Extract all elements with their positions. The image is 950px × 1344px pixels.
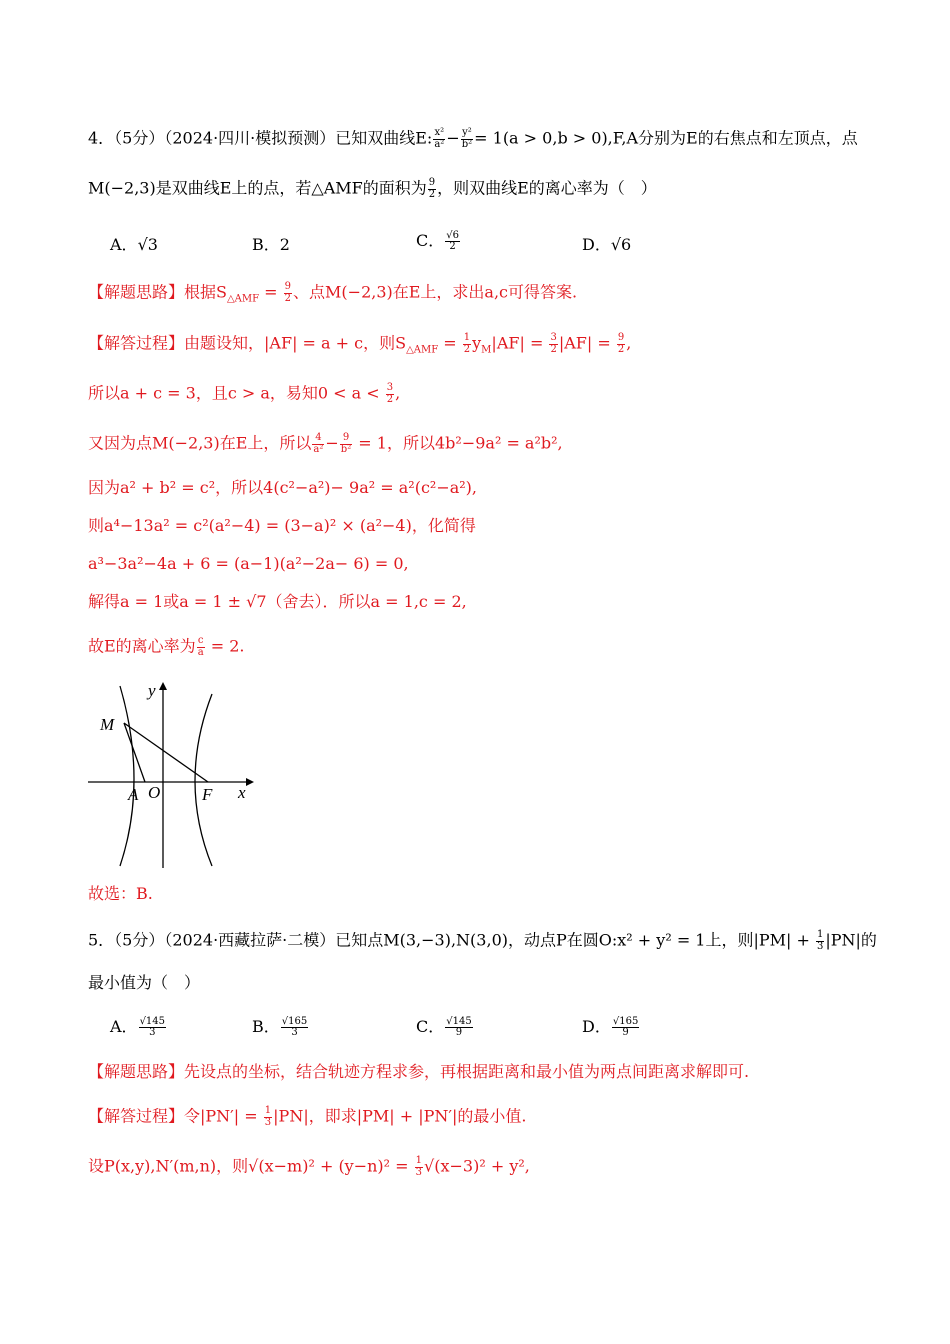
- q5-step-1: 设P(x,y),N′(m,n)，则√(x−m)² + (y−n)² = $\frac{1}{3}$ √(x−3)² + y²,: [88, 1155, 530, 1178]
- q4-answer: 故选：B.: [88, 884, 153, 903]
- label-F: F: [202, 785, 213, 804]
- q4-stem-line2: M(−2,3)是双曲线E上的点，若△AMF的面积为 $\frac{9}{2}$ ，则双曲线E的离心率为（ ）: [88, 177, 657, 200]
- label-y: y: [148, 681, 156, 700]
- label-x: x: [238, 783, 246, 802]
- q4-frac-y: $\frac{\text{y²}}{\text{b²}}$: [461, 127, 473, 150]
- q5-solution-idea: 【解题思路】先设点的坐标，结合轨迹方程求参，再根据距离和最小值为两点间距离求解即可.: [88, 1062, 750, 1081]
- q5-solution-process: 【解答过程】令|PN′| = $\frac{1}{3}$ |PN|，即求|PM| + |PN′|的最小值.: [88, 1105, 527, 1128]
- q4-solution-idea: 【解题思路】根据$S_{\triangle AMF}$ = $\frac{9}{2}$ 、点M(−2,3)在E上，求出a,c可得答案.: [88, 281, 578, 305]
- q4-step-2: 又因为点M(−2,3)在E上，所以 $\frac{4}{\text{a²}}$ − $\frac{9}{\text{b²}}$ = 1，所以4b²−9a² = a²b²,: [88, 432, 563, 455]
- x-axis-arrow: [246, 778, 254, 786]
- q4-step-3: 因为a² + b² = c²，所以4(c²−a²)− 9a² = a²(c²−a²),: [88, 478, 478, 497]
- q5-choice-b[interactable]: B． $\frac{√165}{3}$: [252, 1015, 308, 1038]
- q4-step-4: 则a⁴−13a² = c²(a²−4) = (3−a)² × (a²−4)，化简得: [88, 516, 476, 535]
- q4-choice-d[interactable]: D．√6: [582, 235, 632, 254]
- q4-stem-line1: 4．（5分）（2024·四川·模拟预测）已知双曲线E: $\frac{\text{x²}}{\text{a²}}$ − $\frac{\text{y²}}{\text{b²}}$ = 1(a > 0,b > 0),F,A分别为E的右焦点和左顶点，点: [88, 127, 858, 150]
- hyperbola-left-branch: [120, 686, 134, 866]
- q5-stem-line2: 最小值为（ ）: [88, 973, 201, 992]
- q5-choice-c[interactable]: C． $\frac{√145}{9}$: [416, 1015, 472, 1038]
- q4-solution-process: 【解答过程】由题设知，|AF| = a + c，则$S_{\triangle AMF}$ = $\frac{1}{2}$ $y_M|AF|$ = $\frac{3}{2}$ |AF| = $\frac{9}{2}$ ,: [88, 332, 632, 356]
- label-M: M: [100, 715, 115, 734]
- label-A: A: [128, 785, 139, 804]
- q4-hyperbola-figure: [86, 678, 266, 870]
- label-O: O: [148, 783, 161, 802]
- q5-stem-line1: 5．（5分）（2024·西藏拉萨·二模）已知点M(3,−3),N(3,0)，动点P在圆O:x² + y² = 1上，则|PM| + $\frac{1}{3}$ |PN|的: [88, 929, 877, 952]
- y-axis-arrow: [159, 682, 167, 690]
- q4-frac-x: $\frac{\text{x²}}{\text{a²}}$: [434, 127, 445, 150]
- q4-step-1: 所以a + c = 3，且c > a，易知0 < a < $\frac{3}{2}$ ,: [88, 382, 401, 405]
- q4-step-6: 解得a = 1或a = 1 ± √7（舍去）．所以a = 1,c = 2,: [88, 592, 467, 611]
- segment-MF: [124, 723, 208, 782]
- q4-condition: = 1(a > 0,b > 0),F,A分别为E的右焦点和左顶点，点: [474, 128, 858, 148]
- q4-area-frac: $\frac{9}{2}$: [428, 177, 436, 200]
- q4-step-7: 故E的离心率为 $\frac{c}{a}$ = 2.: [88, 635, 245, 658]
- q4-choice-b[interactable]: B．2: [252, 235, 290, 254]
- q4-choice-c[interactable]: C． $\frac{√6}{2}$: [416, 229, 459, 252]
- q4-choice-a[interactable]: A．√3: [110, 235, 158, 254]
- hyperbola-right-branch: [195, 694, 212, 866]
- q4-step-5: a³−3a²−4a + 6 = (a−1)(a²−2a− 6) = 0,: [88, 554, 409, 573]
- q4-head: 4．（5分）（2024·四川·模拟预测）已知双曲线E:: [88, 128, 433, 148]
- q5-choice-d[interactable]: D． $\frac{√165}{9}$: [582, 1015, 639, 1038]
- q5-choice-a[interactable]: A． $\frac{√145}{3}$: [110, 1015, 166, 1038]
